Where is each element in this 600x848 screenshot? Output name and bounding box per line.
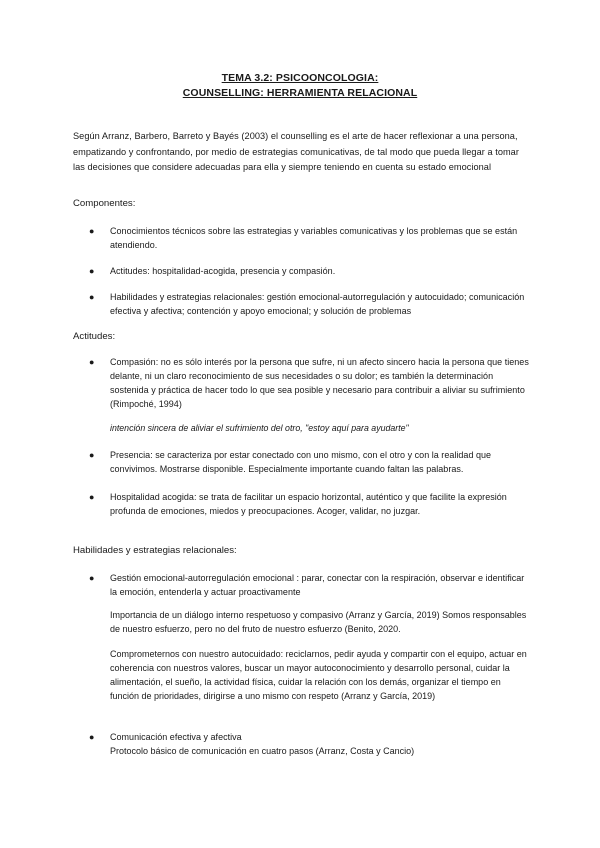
page-title: TEMA 3.2: PSICOONCOLOGIA: <box>221 72 379 84</box>
bullet-icon: ● <box>89 226 95 236</box>
componentes-item-3: Habilidades y estrategias relacionales: gestión emocional-autorregulación y autocuidado; comunicación efectiva y afectiva; contención y apoyo emocional; y solución de problemas <box>110 292 525 316</box>
actitudes-heading: Actitudes: <box>73 331 116 342</box>
actitudes-hospitalidad: Hospitalidad acogida: se trata de facilitar un espacio horizontal, auténtico y que facilite la expresión profunda de emociones, miedos y preocupaciones. Acoger, validar, no juzgar. <box>110 492 507 516</box>
bullet-icon: ● <box>89 732 95 742</box>
actitudes-presencia: Presencia: se caracteriza por estar conectado con uno mismo, con el otro y con la realidad que convivimos. Mostrarse disponible. Especialmente importante cuando faltan las palabras. <box>110 450 492 474</box>
compasion-quote: intención sincera de aliviar el sufrimiento del otro, "estoy aquí para ayudarte" <box>110 423 409 433</box>
componentes-item-2: Actitudes: hospitalidad-acogida, presencia y compasión. <box>110 266 336 276</box>
componentes-heading: Componentes: <box>73 198 136 209</box>
bullet-icon: ● <box>89 492 95 502</box>
habilidades-comunicacion: Comunicación efectiva y afectiva <box>110 732 242 742</box>
habilidades-protocolo: Protocolo básico de comunicación en cuatro pasos (Arranz, Costa y Cancio) <box>110 746 415 756</box>
bullet-icon: ● <box>89 292 95 302</box>
bullet-icon: ● <box>89 266 95 276</box>
habilidades-heading: Habilidades y estrategias relacionales: <box>73 545 237 556</box>
habilidades-gestion: Gestión emocional-autorregulación emocional : parar, conectar con la respiración, observar e identificar la emoción, entenderla y actuar proactivamente <box>110 573 525 597</box>
habilidades-importancia: Importancia de un diálogo interno respetuoso y compasivo (Arranz y García, 2019) Somos responsables de nuestro esfuerzo, pero no del fruto de nuestro esfuerzo (Benito, 2020. <box>110 610 527 634</box>
page-subtitle: COUNSELLING: HERRAMIENTA RELACIONAL <box>182 87 418 99</box>
habilidades-autocuidado: Comprometernos con nuestro autocuidado: reciclarnos, pedir ayuda y compartir con el equipo, actuar en coherencia con nuestros valores, buscar un mayor autoconocimiento y desarrollo personal, cuidar la alimentación, el sueño, la actividad física, cuidar la relación con los demás, organizar el tiempo en función de prioridades, dirigirse a uno mismo con respeto (Arranz y García, 2019) <box>110 649 527 701</box>
bullet-icon: ● <box>89 573 95 583</box>
bullet-icon: ● <box>89 357 95 367</box>
actitudes-compasion: Compasión: no es sólo interés por la persona que sufre, ni un afecto sincero hacia la persona que tienes delante, ni un claro reconocimiento de sus necesidades o su dolor; es también la determinación sostenida y práctica de hacer todo lo que sea posible y necesario para contribuir a aliviar su sufrimiento (Rimpoché, 1994) <box>110 357 529 409</box>
bullet-icon: ● <box>89 450 95 460</box>
intro-paragraph: Según Arranz, Barbero, Barreto y Bayés (2003) el counselling es el arte de hacer reflexionar a una persona, empatizando y confrontando, por medio de estrategias comunicativas, de tal modo que pueda llegar a tomar las decisiones que considere adecuadas para ella y siempre teniendo en cuenta su estado emocional <box>73 131 519 172</box>
componentes-item-1: Conocimientos técnicos sobre las estrategias y variables comunicativas y los problemas que se están atendiendo. <box>110 226 518 250</box>
